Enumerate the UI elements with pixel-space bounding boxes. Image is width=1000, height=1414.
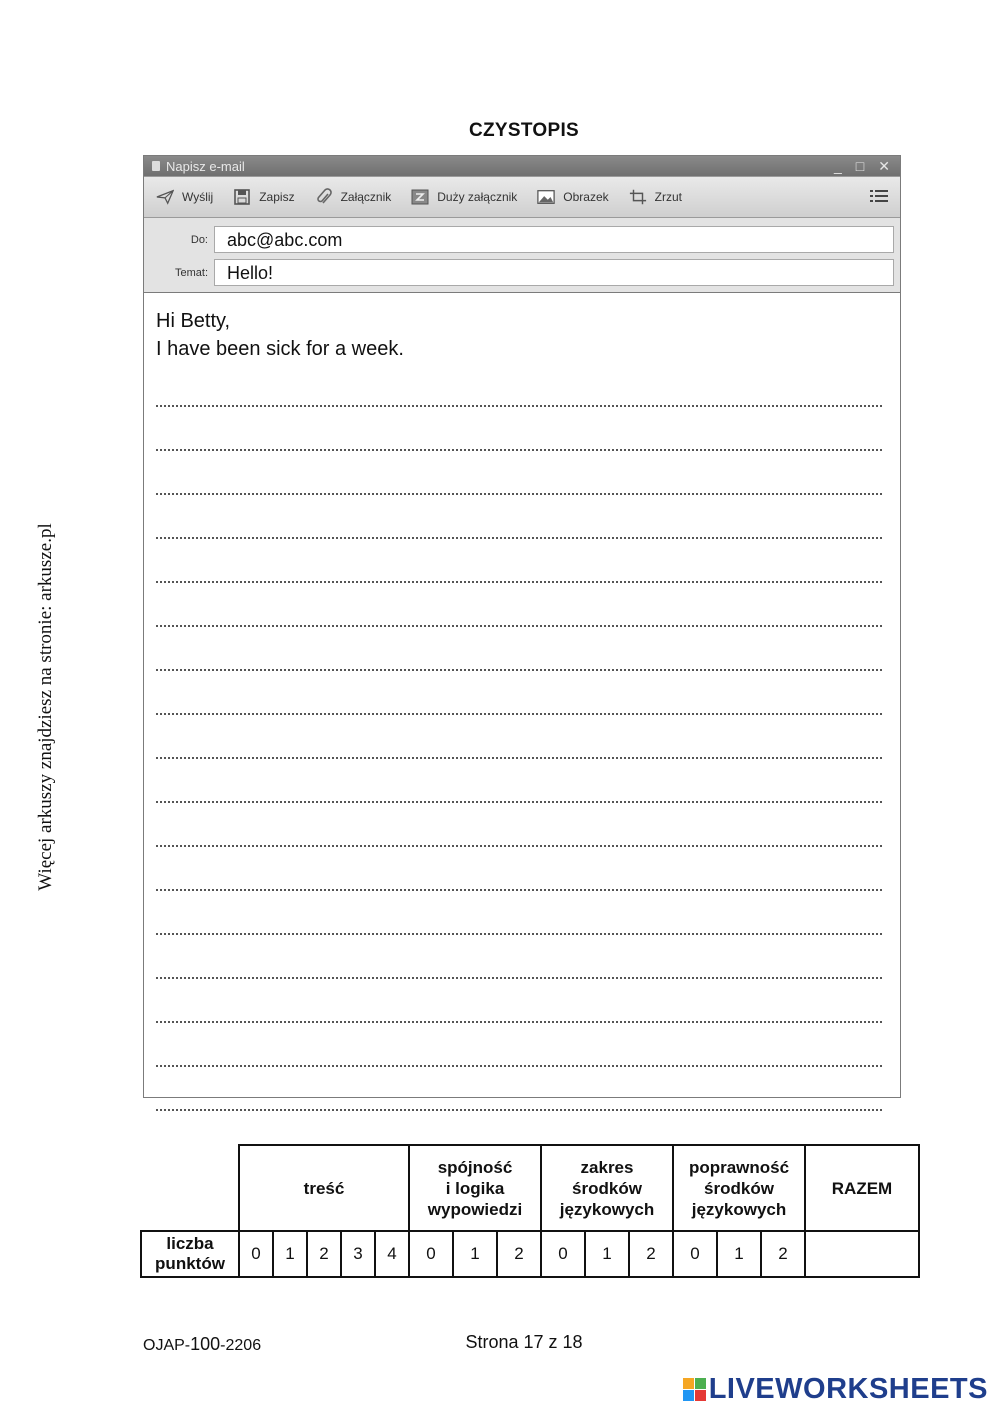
dotted-writing-line[interactable] — [156, 935, 882, 979]
large-attachment-label: Duży załącznik — [437, 190, 518, 204]
header-total: RAZEM — [805, 1145, 919, 1231]
paperclip-icon — [315, 189, 333, 205]
mail-header-fields — [144, 218, 900, 293]
minimize-icon[interactable]: _ — [834, 158, 842, 174]
dotted-writing-line[interactable] — [156, 847, 882, 891]
dotted-writing-line[interactable] — [156, 627, 882, 671]
dotted-writing-line[interactable] — [156, 759, 882, 803]
image-icon — [537, 189, 555, 205]
subject-field[interactable]: Hello! — [214, 259, 894, 286]
brand-mark-icon — [683, 1378, 706, 1401]
to-field[interactable]: abc@abc.com — [214, 226, 894, 253]
header-coherence: spójność i logika wypowiedzi — [409, 1145, 541, 1231]
save-button[interactable] — [233, 189, 294, 205]
dotted-writing-line[interactable] — [156, 803, 882, 847]
close-icon[interactable]: ✕ — [878, 157, 890, 174]
score-correctness-1[interactable]: 1 — [717, 1231, 761, 1277]
exam-code-suffix: -2206 — [220, 1337, 262, 1354]
score-coherence-0[interactable]: 0 — [409, 1231, 453, 1277]
screenshot-button[interactable] — [629, 189, 682, 205]
to-label: Do: — [190, 233, 208, 246]
dotted-writing-line[interactable] — [156, 451, 882, 495]
score-content-0[interactable]: 0 — [239, 1231, 273, 1277]
dotted-writing-line[interactable] — [156, 363, 882, 407]
dotted-writing-line[interactable] — [156, 407, 882, 451]
save-icon — [233, 189, 251, 205]
attachment-label: Załącznik — [340, 190, 392, 204]
greeting-line: Hi Betty, — [156, 310, 231, 332]
score-correctness-2[interactable]: 2 — [761, 1231, 805, 1277]
score-content-1[interactable]: 1 — [273, 1231, 307, 1277]
header-content: treść — [239, 1145, 409, 1231]
score-range-0[interactable]: 0 — [541, 1231, 585, 1277]
score-content-3[interactable]: 3 — [341, 1231, 375, 1277]
brand-logo — [683, 1373, 988, 1406]
header-range: zakres środków językowych — [541, 1145, 673, 1231]
dotted-writing-line[interactable] — [156, 539, 882, 583]
image-label: Obrazek — [563, 190, 609, 204]
maximize-icon[interactable]: □ — [855, 158, 865, 174]
body-first-line: I have been sick for a week. — [156, 338, 404, 360]
menu-icon[interactable] — [870, 189, 888, 206]
exam-code-mid: 100 — [190, 1334, 221, 1354]
dotted-writing-line[interactable] — [156, 671, 882, 715]
subject-label: Temat: — [174, 266, 208, 279]
score-content-4[interactable]: 4 — [375, 1231, 409, 1277]
score-range-1[interactable]: 1 — [585, 1231, 629, 1277]
dotted-writing-line[interactable] — [156, 1023, 882, 1067]
brand-text: LIVEWORKSHEETS — [708, 1373, 988, 1405]
to-row — [150, 223, 894, 256]
score-range-2[interactable]: 2 — [629, 1231, 673, 1277]
mail-body[interactable] — [144, 293, 900, 1111]
subject-row — [150, 256, 894, 289]
page-number: Strona 17 z 18 — [465, 1332, 583, 1352]
empty-header-cell — [141, 1145, 239, 1231]
score-table — [140, 1144, 920, 1278]
screenshot-label: Zrzut — [654, 190, 682, 204]
send-icon — [156, 189, 174, 205]
writing-lines — [156, 363, 886, 1111]
screenshot-icon — [629, 189, 647, 205]
dotted-writing-line[interactable] — [156, 1067, 882, 1111]
score-total[interactable] — [805, 1231, 919, 1277]
send-button[interactable] — [156, 189, 213, 205]
dotted-writing-line[interactable] — [156, 979, 882, 1023]
header-correctness: poprawność środków językowych — [673, 1145, 805, 1231]
mail-window — [143, 155, 901, 1098]
dotted-writing-line[interactable] — [156, 495, 882, 539]
image-button[interactable] — [537, 189, 608, 205]
large-attachment-button[interactable] — [411, 189, 517, 205]
window-title: Napisz e-mail — [166, 158, 245, 174]
exam-code-prefix: OJAP- — [143, 1337, 191, 1354]
window-titlebar — [144, 156, 900, 176]
score-coherence-1[interactable]: 1 — [453, 1231, 497, 1277]
score-content-2[interactable]: 2 — [307, 1231, 341, 1277]
document-icon — [152, 161, 160, 171]
score-correctness-0[interactable]: 0 — [673, 1231, 717, 1277]
dotted-writing-line[interactable] — [156, 583, 882, 627]
save-label: Zapisz — [259, 190, 295, 204]
dotted-writing-line[interactable] — [156, 715, 882, 759]
side-note-text: Więcej arkuszy znajdziesz na stronie: arkusze.pl — [35, 523, 56, 891]
score-coherence-2[interactable]: 2 — [497, 1231, 541, 1277]
points-label: liczba punktów — [141, 1231, 239, 1277]
dotted-writing-line[interactable] — [156, 891, 882, 935]
page-title: CZYSTOPIS — [468, 120, 580, 141]
large-attachment-icon — [411, 189, 429, 205]
mail-toolbar — [144, 176, 900, 218]
send-label: Wyślij — [182, 190, 214, 204]
attachment-button[interactable] — [315, 189, 392, 205]
